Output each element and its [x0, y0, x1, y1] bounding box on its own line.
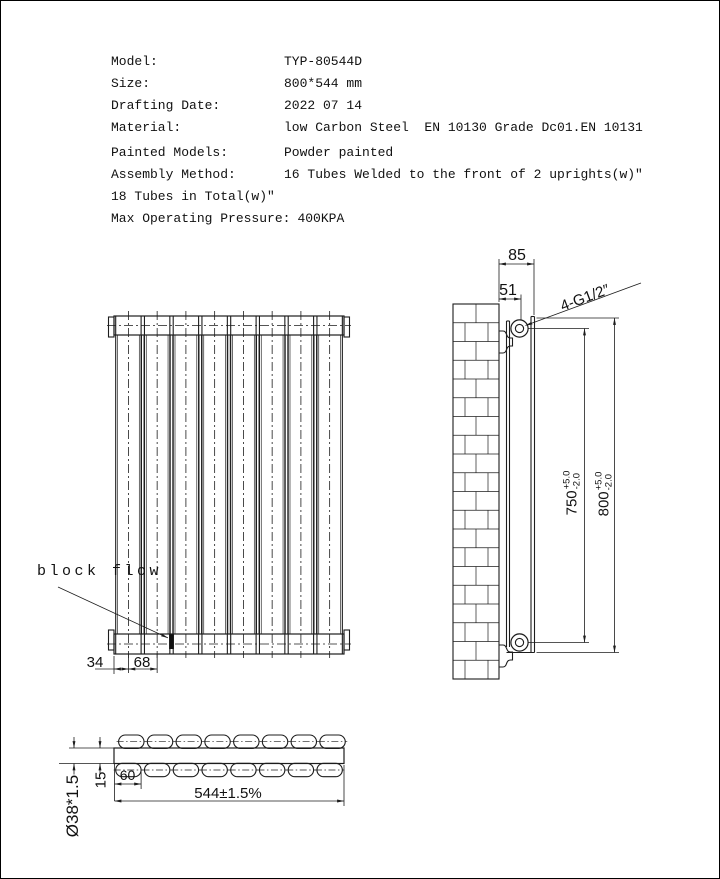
- spec-row: [111, 95, 643, 117]
- spec-row: [111, 73, 643, 95]
- dim-34: 34: [86, 654, 104, 671]
- spec-label: Painted Models:: [111, 145, 229, 160]
- spec-value: Powder painted: [284, 145, 394, 160]
- spec-value: TYP-80544D: [284, 54, 363, 69]
- connection-boss-top: [511, 320, 528, 337]
- dim-15: 15: [92, 771, 110, 789]
- bracket-tab: [109, 317, 115, 337]
- dim-800: [595, 472, 614, 517]
- connection-boss-bottom: [511, 634, 528, 651]
- dim-800-value: 800: [595, 491, 613, 517]
- spec-value: 800*544 mm: [284, 76, 363, 91]
- spec-label: 18 Tubes in Total(w)″: [111, 189, 275, 204]
- dim-upright-tube-spec: Ø38*1.5: [63, 774, 82, 838]
- spec-label: Assembly Method:: [111, 167, 236, 182]
- spec-value: 16 Tubes Welded to the front of 2 uprights(w)″: [284, 167, 643, 182]
- wall-bracket-top: [499, 331, 513, 353]
- dim-85: 85: [508, 247, 526, 264]
- spec-row: [111, 164, 643, 186]
- front-view: [107, 311, 351, 658]
- bracket-tab: [344, 317, 350, 337]
- block-flow-label: block flow: [37, 563, 163, 580]
- spec-value: 400KPA: [297, 211, 345, 226]
- block-flow-plug: [169, 635, 174, 650]
- side-view: [453, 304, 535, 679]
- spec-row: [111, 142, 643, 164]
- cross-section-view: [114, 735, 348, 777]
- dim-750-value: 750: [563, 490, 581, 516]
- spec-value: low Carbon Steel EN 10130 Grade Dc01.EN 10131: [284, 120, 643, 135]
- dim-750: [563, 471, 582, 516]
- spec-label: Model:: [111, 54, 158, 69]
- dim-544: 544±1.5%: [194, 785, 262, 802]
- dim-800-tol-plus: +5.0: [593, 471, 605, 491]
- spec-label: Size:: [111, 76, 151, 91]
- spec-row: [111, 186, 643, 208]
- spec-row: [111, 208, 643, 230]
- wall-bracket-bottom: [499, 645, 513, 667]
- dim-51: 51: [499, 282, 517, 299]
- spec-table: [111, 51, 643, 230]
- spec-row: [111, 117, 643, 139]
- spec-label: Drafting Date:: [111, 98, 221, 113]
- dim-750-tol-plus: +5.0: [561, 470, 573, 490]
- bracket-tab: [109, 630, 115, 650]
- dim-800-tol-minus: -2.0: [603, 473, 614, 491]
- dim-60: 60: [119, 767, 136, 783]
- spec-label: Max Operating Pressure:: [111, 211, 291, 226]
- spec-row: [111, 51, 643, 73]
- upright-header: [114, 748, 344, 764]
- dim-68: 68: [133, 654, 151, 671]
- spec-label: Material:: [111, 120, 182, 135]
- spec-value: 2022 07 14: [284, 98, 363, 113]
- dim-750-tol-minus: -2.0: [571, 472, 582, 490]
- bracket-tab: [344, 630, 350, 650]
- connection-spec-label: 4-G1/2″: [558, 281, 612, 315]
- side-view-dims: [499, 259, 641, 653]
